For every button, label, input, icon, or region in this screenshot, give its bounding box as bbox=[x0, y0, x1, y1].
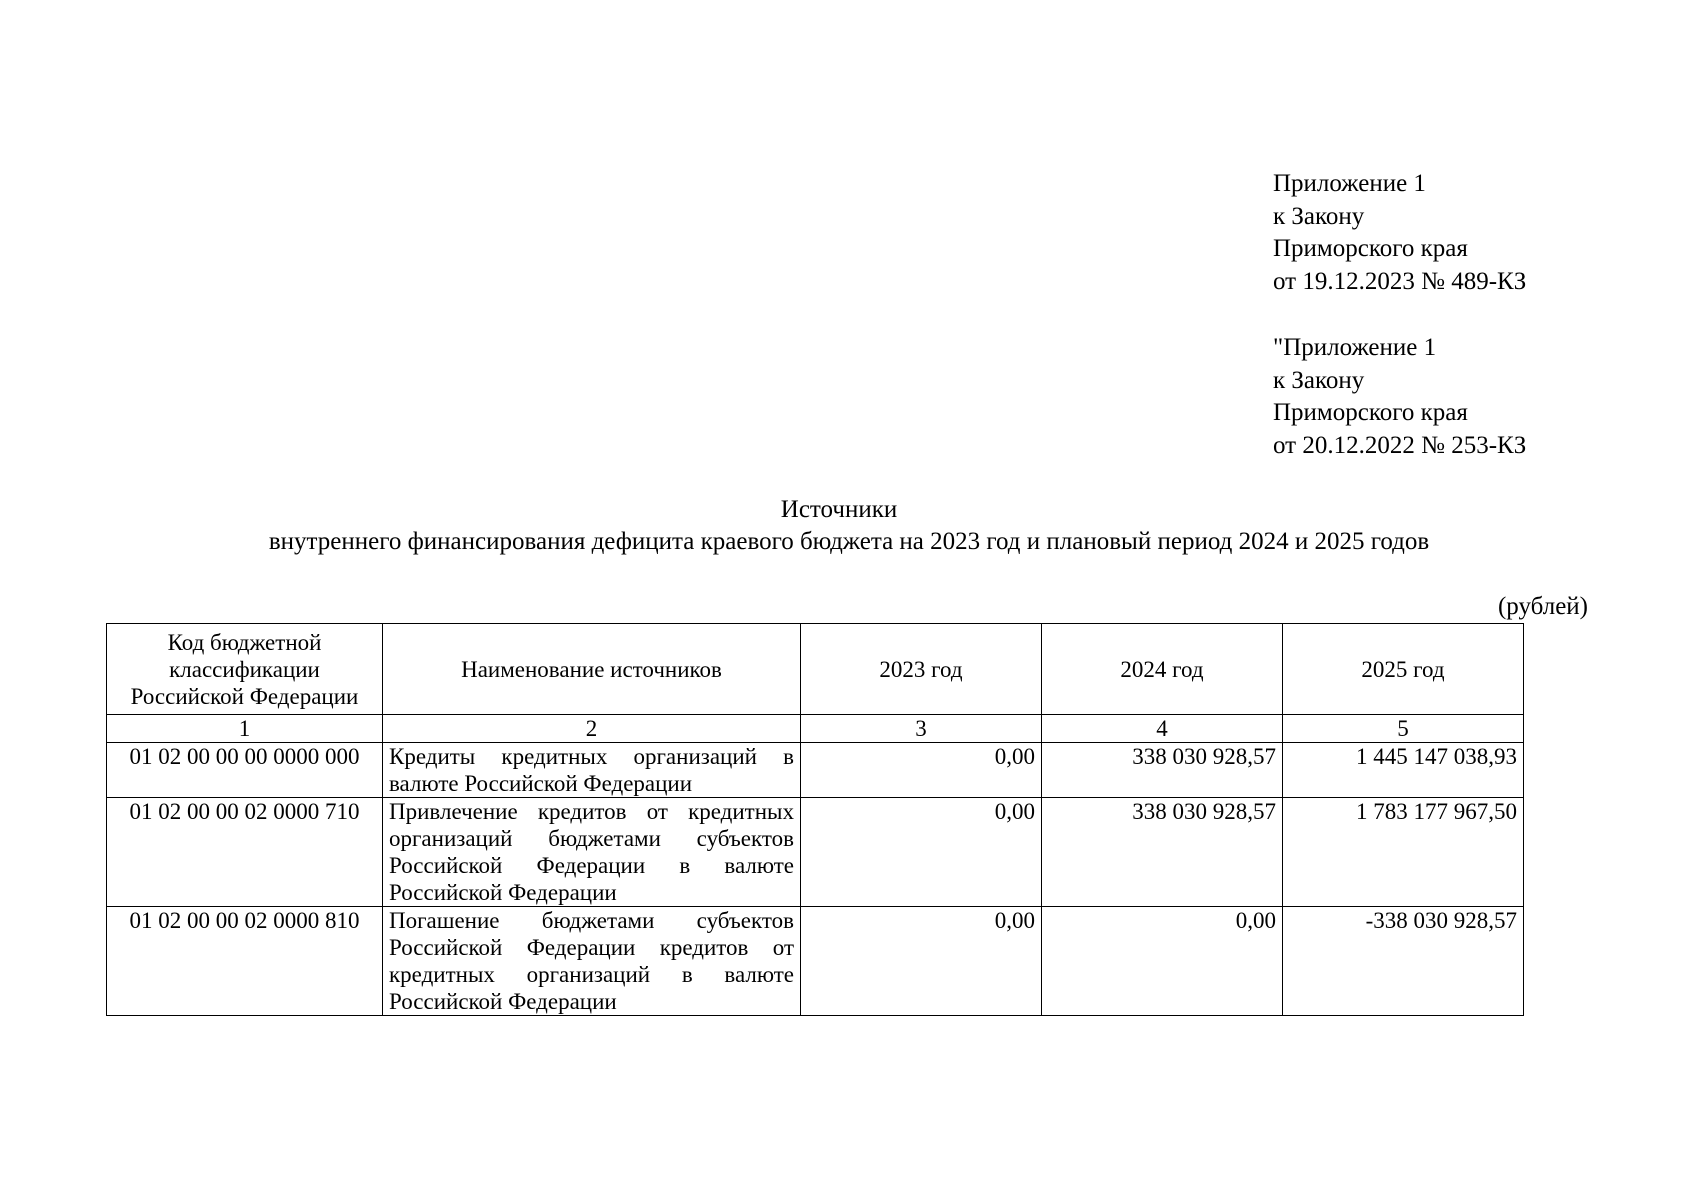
cell-2025: -338 030 928,57 bbox=[1283, 907, 1524, 1016]
table-row bbox=[107, 743, 1524, 798]
column-number-row bbox=[107, 715, 1524, 743]
table-row bbox=[107, 798, 1524, 907]
appendix-line: "Приложение 1 bbox=[1273, 334, 1437, 361]
column-number: 1 bbox=[107, 715, 383, 743]
sources-table bbox=[106, 623, 1524, 1016]
cell-2025: 1 783 177 967,50 bbox=[1283, 798, 1524, 907]
cell-2023: 0,00 bbox=[801, 907, 1042, 1016]
cell-name: Погашение бюджетами субъектов Российской Федерации кредитов от кредитных организаций в валюте Российской Федерации bbox=[383, 907, 801, 1016]
table-row bbox=[107, 907, 1524, 1016]
appendix-line: Приморского края bbox=[1273, 235, 1468, 262]
header-name: Наименование источников bbox=[383, 624, 801, 715]
appendix-line: к Закону bbox=[1273, 202, 1365, 230]
header-2023: 2023 год bbox=[801, 624, 1042, 715]
column-number: 4 bbox=[1042, 715, 1283, 743]
cell-2023: 0,00 bbox=[801, 798, 1042, 907]
table-header-row bbox=[107, 624, 1524, 715]
appendix-line: от 19.12.2023 № 489-КЗ bbox=[1273, 267, 1527, 295]
cell-2025: 1 445 147 038,93 bbox=[1283, 743, 1524, 798]
column-number: 5 bbox=[1283, 715, 1524, 743]
cell-code: 01 02 00 00 02 0000 810 bbox=[107, 907, 383, 1016]
header-code: Код бюджетной классификации Российской Федерации bbox=[107, 624, 383, 715]
appendix-line: Приложение 1 bbox=[1273, 170, 1426, 197]
cell-name: Привлечение кредитов от кредитных организаций бюджетами субъектов Российской Федерации в валюте Российской Федерации bbox=[383, 798, 801, 907]
appendix-line: к Закону bbox=[1273, 366, 1365, 394]
appendix-line: от 20.12.2022 № 253-КЗ bbox=[1273, 431, 1527, 459]
appendix-line: Приморского края bbox=[1273, 399, 1468, 426]
header-2025: 2025 год bbox=[1283, 624, 1524, 715]
cell-2024: 338 030 928,57 bbox=[1042, 798, 1283, 907]
appendix-previous-block bbox=[1273, 332, 1526, 462]
column-number: 2 bbox=[383, 715, 801, 743]
cell-code: 01 02 00 00 02 0000 710 bbox=[107, 798, 383, 907]
cell-2024: 0,00 bbox=[1042, 907, 1283, 1016]
header-2024: 2024 год bbox=[1042, 624, 1283, 715]
column-number: 3 bbox=[801, 715, 1042, 743]
document-title: Источники bbox=[780, 496, 898, 523]
cell-2023: 0,00 bbox=[801, 743, 1042, 798]
unit-label: (рублей) bbox=[1497, 593, 1588, 620]
cell-name: Кредиты кредитных организаций в валюте Российской Федерации bbox=[383, 743, 801, 798]
document-subtitle: внутреннего финансирования дефицита краевого бюджета на 2023 год и плановый период 2024 и 2025 годов bbox=[268, 528, 1430, 555]
cell-code: 01 02 00 00 00 0000 000 bbox=[107, 743, 383, 798]
cell-2024: 338 030 928,57 bbox=[1042, 743, 1283, 798]
appendix-current-block bbox=[1273, 168, 1526, 298]
